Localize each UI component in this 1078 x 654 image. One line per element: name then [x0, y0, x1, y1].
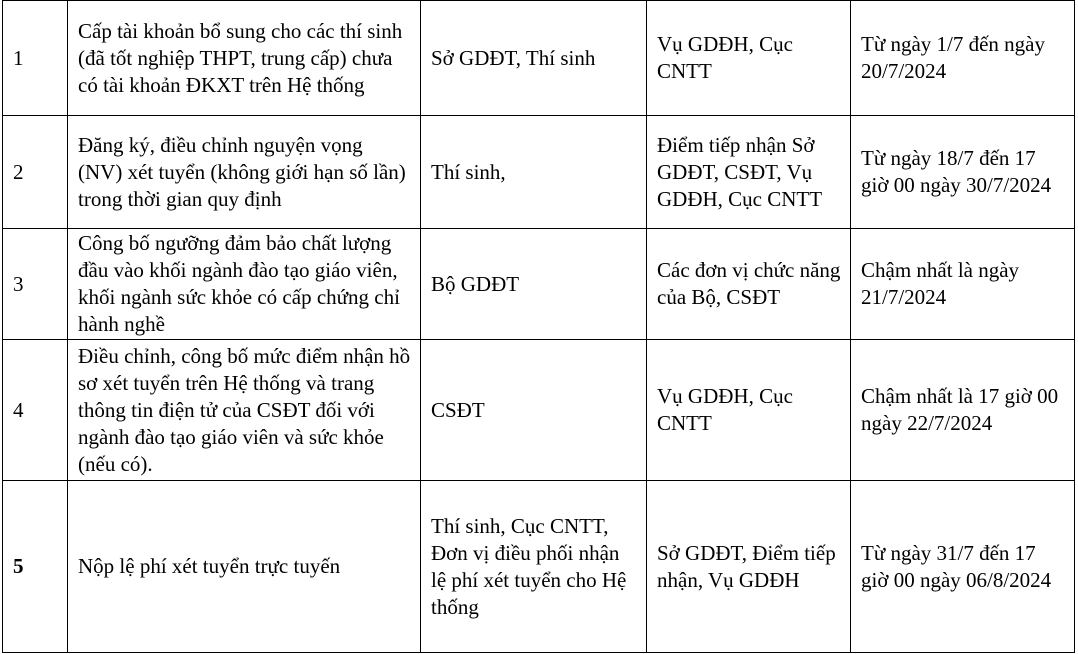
table-row: [3, 481, 1075, 653]
table-row: [3, 340, 1075, 481]
task-cell: Điều chỉnh, công bố mức điểm nhận hồ sơ xét tuyển trên Hệ thống và trang thông tin điện tử của CSĐT đối với ngành đào tạo giáo viên và sức khỏe (nếu có).: [68, 340, 421, 481]
coordinator-cell: Sở GDĐT, Điểm tiếp nhận, Vụ GDĐH: [647, 481, 851, 653]
coordinator-cell: Điểm tiếp nhận Sở GDĐT, CSĐT, Vụ GDĐH, Cục CNTT: [647, 116, 851, 229]
table-row: [3, 116, 1075, 229]
time-cell: Từ ngày 31/7 đến 17 giờ 00 ngày 06/8/2024: [851, 481, 1075, 653]
schedule-table: [2, 0, 1075, 653]
row-number: 3: [3, 229, 68, 340]
time-cell: Chậm nhất là ngày 21/7/2024: [851, 229, 1075, 340]
task-cell: Nộp lệ phí xét tuyển trực tuyến: [68, 481, 421, 653]
owner-cell: Thí sinh, Cục CNTT, Đơn vị điều phối nhận lệ phí xét tuyển cho Hệ thống: [421, 481, 647, 653]
time-cell: Từ ngày 18/7 đến 17 giờ 00 ngày 30/7/2024: [851, 116, 1075, 229]
table-row: [3, 1, 1075, 116]
row-number: 1: [3, 1, 68, 116]
row-number: 2: [3, 116, 68, 229]
task-cell: Đăng ký, điều chỉnh nguyện vọng (NV) xét tuyển (không giới hạn số lần) trong thời gian quy định: [68, 116, 421, 229]
time-cell: Chậm nhất là 17 giờ 00 ngày 22/7/2024: [851, 340, 1075, 481]
row-number: 4: [3, 340, 68, 481]
task-cell: Công bố ngưỡng đảm bảo chất lượng đầu vào khối ngành đào tạo giáo viên, khối ngành sức khỏe có cấp chứng chỉ hành nghề: [68, 229, 421, 340]
owner-cell: CSĐT: [421, 340, 647, 481]
owner-cell: Bộ GDĐT: [421, 229, 647, 340]
table-row: [3, 229, 1075, 340]
coordinator-cell: Vụ GDĐH, Cục CNTT: [647, 340, 851, 481]
owner-cell: Thí sinh,: [421, 116, 647, 229]
owner-cell: Sở GDĐT, Thí sinh: [421, 1, 647, 116]
coordinator-cell: Vụ GDĐH, Cục CNTT: [647, 1, 851, 116]
task-cell: Cấp tài khoản bổ sung cho các thí sinh (đã tốt nghiệp THPT, trung cấp) chưa có tài khoản ĐKXT trên Hệ thống: [68, 1, 421, 116]
time-cell: Từ ngày 1/7 đến ngày 20/7/2024: [851, 1, 1075, 116]
row-number: 5: [3, 481, 68, 653]
coordinator-cell: Các đơn vị chức năng của Bộ, CSĐT: [647, 229, 851, 340]
